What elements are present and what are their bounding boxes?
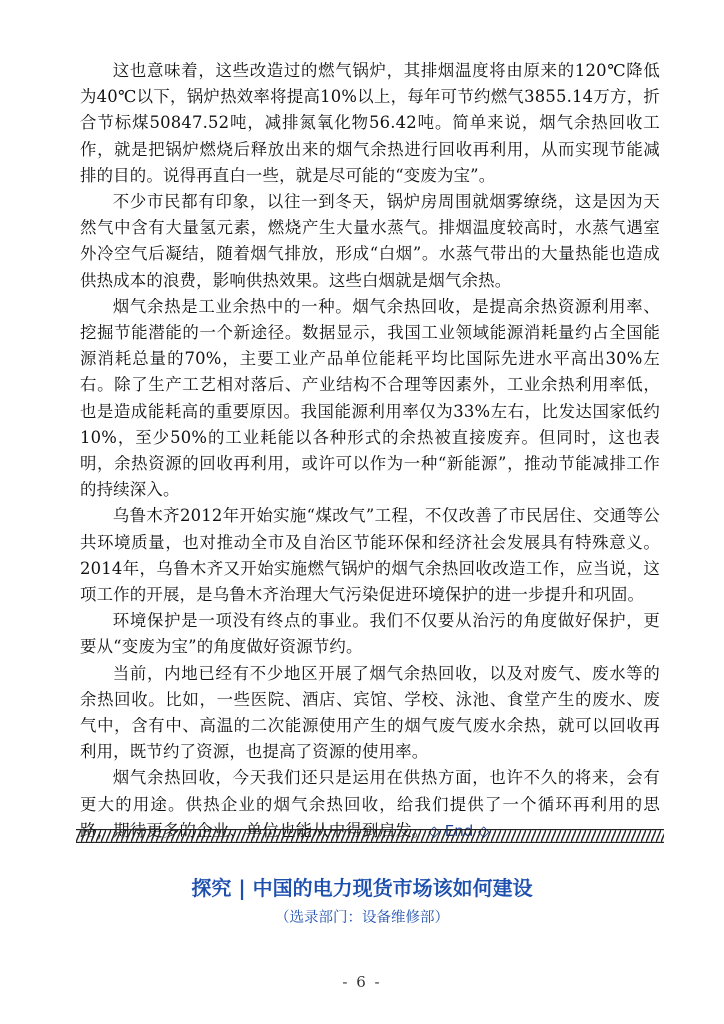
- article-body: [80, 58, 660, 844]
- section-divider: [76, 829, 664, 843]
- section-title: 探究 | 中国的电力现货市场该如何建设: [191, 876, 533, 900]
- paragraph-1: 这也意味着，这些改造过的燃气锅炉，其排烟温度将由原来的120℃降低为40℃以下，锅炉热效率将提高10%以上，每年可节约燃气3855.14万方，折合节标煤50847.52吨，减排氮氧化物56.42吨。简单来说，烟气余热回收工作，就是把锅炉燃烧后释放出来的烟气余热进行回收再利用，从而实现节能减排的目的。说得再直白一些，就是尽可能的“变废为宝”。: [80, 61, 660, 185]
- paragraph-4: 乌鲁木齐2012年开始实施“煤改气”工程，不仅改善了市民居住、交通等公共环境质量，也对推动全市及自治区节能环保和经济社会发展具有特殊意义。2014年，乌鲁木齐又开始实施燃气锅炉的烟气余热回收改造工作，应当说，这项工作的开展，是乌鲁木齐治理大气污染促进环境保护的进一步提升和巩固。: [80, 506, 660, 605]
- paragraph-3: 烟气余热是工业余热中的一种。烟气余热回收，是提高余热资源利用率、挖掘节能潜能的一个新途径。数据显示，我国工业领域能源消耗量约占全国能源消耗总量的70%，主要工业产品单位能耗平均比国际先进水平高出30%左右。除了生产工艺相对落后、产业结构不合理等因素外，工业余热利用率低，也是造成能耗高的重要原因。我国能源利用率仅为33%左右，比发达国家低约10%，至少50%的工业耗能以各种形式的余热被直接废弃。但同时，这也表明，余热资源的回收再利用，或许可以作为一种“新能源”，推动节能减排工作的持续深入。: [80, 296, 660, 500]
- paragraph-5: 环境保护是一项没有终点的事业。我们不仅要从治污的角度做好保护，更要从“变废为宝”的角度做好资源节约。: [80, 611, 660, 657]
- page-number: - 6 -: [342, 973, 382, 991]
- paragraph-2: 不少市民都有印象，以往一到冬天，锅炉房周围就烟雾缭绕，这是因为天然气中含有大量氢元素，燃烧产生大量水蒸气。排烟温度较高时，水蒸气遇室外冷空气后凝结，随着烟气排放，形成“白烟”。水蒸气带出的大量热能也造成供热成本的浪费，影响供热效果。这些白烟就是烟气余热。: [80, 192, 660, 290]
- section-subtitle: （选录部门：设备维修部）: [275, 910, 449, 926]
- paragraph-7-text: 烟气余热回收，今天我们还只是运用在供热方面，也许不久的将来，会有更大的用途。供热企业的烟气余热回收，给我们提供了一个循环再利用的思: [80, 768, 660, 814]
- paragraph-6: 当前，内地已经有不少地区开展了烟气余热回收，以及对废气、废水等的余热回收。比如，一些医院、酒店、宾馆、学校、泳池、食堂产生的废水、废气中，含有中、高温的二次能源使用产生的烟气废气废水余热，就可以回收再利用，既节约了资源，也提高了资源的使用率。: [80, 663, 660, 762]
